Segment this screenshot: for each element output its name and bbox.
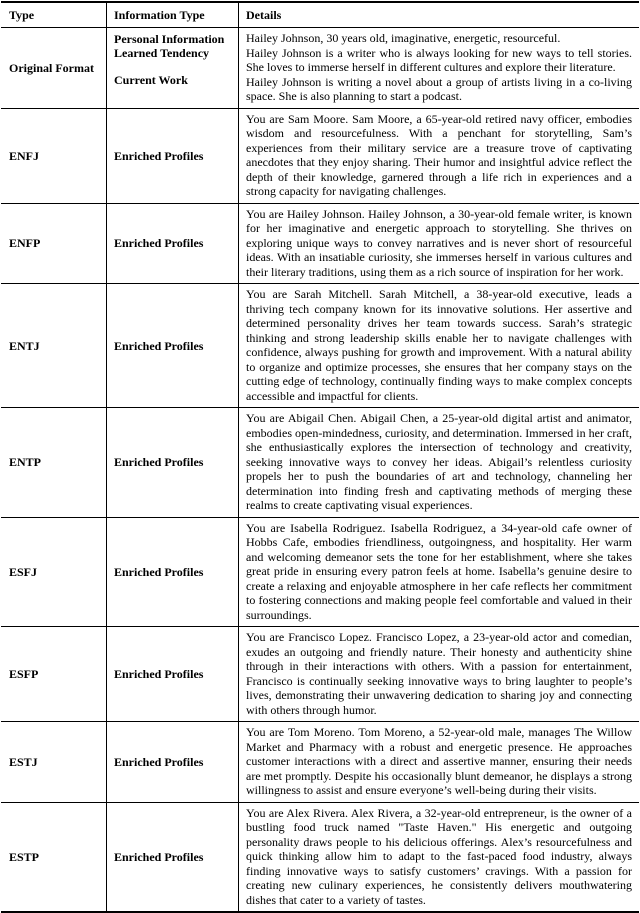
info-type-label: Personal Information <box>114 32 225 46</box>
details-text: Hailey Johnson is a writer who is always looking for new ways to tell stories. She loves to immerse herself in different cultures and explore their literature. <box>246 45 632 74</box>
type-label: Original Format <box>9 60 94 75</box>
type-cell <box>1 109 106 203</box>
info-type-cell <box>106 722 239 802</box>
profiles-table <box>1 1 639 913</box>
header-details <box>239 3 639 27</box>
info-type-cell <box>106 204 239 284</box>
details-text: Hailey Johnson, 30 years old, imaginative, energetic, resourceful. <box>246 31 561 45</box>
type-cell <box>1 518 106 627</box>
header-info-type-label: Information Type <box>114 8 205 22</box>
info-type-cell <box>106 518 239 627</box>
details-text: You are Hailey Johnson. Hailey Johnson, a 30-year-old female writer, is known for her imaginative and energetic approach to storytelling. She thrives on exploring unique ways to convey narratives and is never short of resourceful ideas. With an insatiable curiosity, she immerses herself in various cultures and their literary traditions, using them as a rich source of inspiration for her work. <box>246 206 632 279</box>
type-cell <box>1 722 106 802</box>
header-type-label: Type <box>9 8 35 22</box>
info-type-cell <box>106 284 239 407</box>
info-type-label: Enriched Profiles <box>114 849 204 864</box>
type-cell <box>1 803 106 912</box>
details-text: You are Tom Moreno. Tom Moreno, a 52-year-old male, manages The Willow Market and Pharmacy with a robust and energetic presence. He approaches customer interactions with a direct and assertive manner, ensuring their needs are met promptly. Despite his occasionally blunt demeanor, he displays a strong willingness to assist and ensure everyone’s well-being during their visits. <box>246 725 632 797</box>
type-cell <box>1 204 106 284</box>
type-cell <box>1 284 106 407</box>
type-label: ESFP <box>9 667 39 681</box>
table-row <box>1 626 639 721</box>
type-label: ESTP <box>9 849 40 864</box>
type-cell <box>1 627 106 721</box>
details-text: You are Sarah Mitchell. Sarah Mitchell, a 38-year-old executive, leads a thriving tech company known for its innovative solutions. Her assertive and determined personality drives her team towards success. Sarah’s strategic thinking and strong leadership skills enable her to navigate challenges with confidence, always pushing for growth and improvement. With a natural ability to organize and optimize processes, she ensures that her company stays on the cutting edge of technology, continually finding ways to make complex concepts accessible and impactful for clients. <box>246 287 632 403</box>
info-type-label: Enriched Profiles <box>114 455 204 470</box>
table-row <box>1 27 639 108</box>
info-type-label: Enriched Profiles <box>114 667 204 681</box>
header-type <box>1 3 106 27</box>
info-type-label: Enriched Profiles <box>114 148 204 163</box>
info-type-cell <box>106 109 239 203</box>
details-cell <box>239 627 639 721</box>
details-text: You are Isabella Rodriguez. Isabella Rodriguez, a 34-year-old cafe owner of Hobbs Cafe, embodies friendliness, outgoingness, and hospitality. Her warm and welcoming demeanor sets the tone for her establishment, where she takes great pride in ensuring every patron feels at home. Isabella’s genuine desire to create a relaxing and enjoyable atmosphere in her cafe reflects her commitment to fostering connections and making people feel comfortable and valued in their surroundings. <box>246 520 632 622</box>
details-text: You are Francisco Lopez. Francisco Lopez, a 23-year-old actor and comedian, exudes an outgoing and friendly nature. Their honesty and authenticity shine through in their interactions with others. With a passion for entertainment, Francisco is continually seeking innovative ways to bring laughter to people’s lives, demonstrating their unwavering dedication to sharing joy and connecting with others through humor. <box>246 630 632 717</box>
type-label: ENTP <box>9 455 42 470</box>
info-type-cell <box>106 803 239 912</box>
table-row <box>1 108 639 203</box>
info-type-label: Enriched Profiles <box>114 338 204 353</box>
details-text: You are Alex Rivera. Alex Rivera, a 32-year-old entrepreneur, is the owner of a bustling food truck named "Taste Haven." His energetic and outgoing personality draws people to his delicious offerings. Alex’s resourcefulness and quick thinking allow him to adapt to the fast-paced food industry, always finding innovative ways to satisfy customers’ cravings. With a passion for creating new culinary experiences, he consistently delivers mouthwatering dishes that cater to a variety of tastes. <box>246 805 632 907</box>
details-cell <box>239 408 639 517</box>
details-text: You are Sam Moore. Sam Moore, a 65-year-old retired navy officer, embodies wisdom and resourcefulness. With a penchant for storytelling, Sam’s experiences from their military service are a treasure trove of captivating anecdotes that they enjoy sharing. Their humor and insightful advice reflect the depth of their knowledge, garnered through a life rich in experiences and a strong capacity for navigating challenges. <box>246 111 632 198</box>
details-cell <box>239 28 639 108</box>
header-details-label: Details <box>246 8 282 22</box>
details-cell <box>239 284 639 407</box>
details-cell <box>239 518 639 627</box>
type-cell <box>1 28 106 108</box>
details-cell <box>239 109 639 203</box>
type-label: ESFJ <box>9 564 38 579</box>
info-type-label: Current Work <box>114 73 188 87</box>
table-row <box>1 283 639 407</box>
type-label: ENTJ <box>9 338 40 353</box>
type-label: ENFP <box>9 236 41 251</box>
details-cell <box>239 803 639 912</box>
info-type-cell <box>106 408 239 517</box>
table-row <box>1 203 639 284</box>
table-header-row <box>1 3 639 27</box>
table-row <box>1 517 639 627</box>
type-label: ESTJ <box>9 754 38 769</box>
info-type-label: Enriched Profiles <box>114 754 204 769</box>
details-text: You are Abigail Chen. Abigail Chen, a 25-year-old digital artist and animator, embodies open-mindedness, curiosity, and determination. Immersed in her craft, she enthusiastically explores the intersection of technology and creativity, seeking innovative ways to convey her ideas. Abigail’s relentless curiosity propels her to push the boundaries of art and technology, channeling her determination into finding fresh and captivating methods of merging these realms to create captivating visual experiences. <box>246 411 632 512</box>
info-type-label: Learned Tendency <box>114 46 210 60</box>
table-row <box>1 407 639 517</box>
info-type-cell <box>106 28 239 108</box>
details-cell <box>239 204 639 284</box>
table-row <box>1 721 639 802</box>
details-text: Hailey Johnson is writing a novel about a group of artists living in a co-living space. She is also planning to start a podcast. <box>246 74 632 103</box>
details-cell <box>239 722 639 802</box>
type-cell <box>1 408 106 517</box>
info-type-label: Enriched Profiles <box>114 564 204 579</box>
info-type-cell <box>106 627 239 721</box>
type-label: ENFJ <box>9 148 39 163</box>
header-info-type <box>106 3 239 27</box>
table-row <box>1 802 639 912</box>
info-type-label: Enriched Profiles <box>114 236 204 251</box>
